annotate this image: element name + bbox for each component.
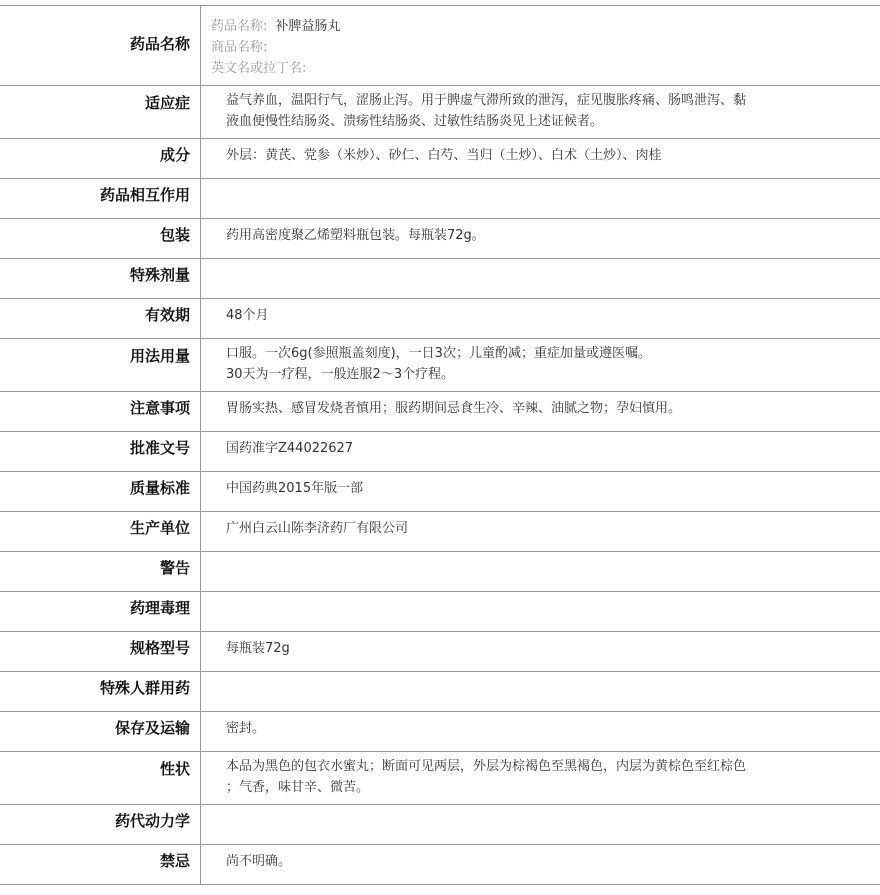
row-label: 特殊剂量 [0,259,201,299]
spec-row [0,592,880,632]
row-value [201,712,880,752]
spec-row [0,805,880,845]
row-value [201,339,880,392]
value-line: 每瓶装72g [226,638,880,659]
spec-row [0,299,880,339]
spec-row [0,392,880,432]
row-label: 药品名称 [0,6,201,86]
row-label: 适应症 [0,86,201,139]
english-name-label: 英文名或拉丁名: [211,61,306,76]
spec-row [0,86,880,139]
value-line: 益气养血，温阳行气，涩肠止泻。用于脾虚气滞所致的泄泻，症见腹胀疼痛、肠鸣泄泻、黏 [226,90,880,111]
value-line: 口服。一次6g(参照瓶盖刻度)，一日3次；儿童酌减；重症加量或遵医嘱。 [226,343,880,364]
value-line: 30天为一疗程，一般连服2～3个疗程。 [226,364,880,385]
generic-name-label: 药品名称: [211,19,267,34]
row-label: 药理毒理 [0,592,201,632]
row-label: 批准文号 [0,432,201,472]
spec-row [0,219,880,259]
spec-row [0,472,880,512]
row-label: 性状 [0,752,201,805]
spec-row [0,552,880,592]
spec-table-body [0,6,880,885]
spec-row [0,752,880,805]
row-value [201,845,880,885]
row-value [201,552,880,592]
row-label: 保存及运输 [0,712,201,752]
row-label: 成分 [0,139,201,179]
value-line: 尚不明确。 [226,851,880,872]
spec-row [0,179,880,219]
row-label: 规格型号 [0,632,201,672]
row-label: 警告 [0,552,201,592]
row-label: 药品相互作用 [0,179,201,219]
row-value [201,632,880,672]
row-value [201,752,880,805]
generic-name-value: 补脾益肠丸 [275,19,340,34]
trade-name-label: 商品名称: [211,40,267,55]
row-label: 药代动力学 [0,805,201,845]
spec-row [0,512,880,552]
row-value [201,259,880,299]
row-value [201,219,880,259]
row-label: 有效期 [0,299,201,339]
row-label: 特殊人群用药 [0,672,201,712]
row-value [201,432,880,472]
value-line: 胃肠实热、感冒发烧者慎用；服药期间忌食生冷、辛辣、油腻之物；孕妇慎用。 [226,398,880,419]
spec-row [0,432,880,472]
row-label: 生产单位 [0,512,201,552]
row-label: 质量标准 [0,472,201,512]
generic-name-line [211,16,880,37]
row-value [201,392,880,432]
trade-name-line [211,37,880,58]
row-label: 包装 [0,219,201,259]
value-line: 中国药典2015年版一部 [226,478,880,499]
row-value [201,299,880,339]
row-label: 用法用量 [0,339,201,392]
row-value [201,6,880,86]
spec-row [0,712,880,752]
value-line: 本品为黑色的包衣水蜜丸；断面可见两层，外层为棕褐色至黑褐色，内层为黄棕色至红棕色 [226,756,880,777]
english-name-line [211,58,880,79]
row-value [201,179,880,219]
row-label: 注意事项 [0,392,201,432]
row-value [201,139,880,179]
value-line: ；气香，味甘辛、微苦。 [226,777,880,798]
row-value [201,472,880,512]
value-line: 药用高密度聚乙烯塑料瓶包装。每瓶装72g。 [226,225,880,246]
value-line: 外层：黄芪、党参（米炒）、砂仁、白芍、当归（土炒）、白术（土炒）、肉桂 [226,145,880,166]
row-value [201,512,880,552]
row-value [201,672,880,712]
spec-row [0,259,880,299]
value-line: 密封。 [226,718,880,739]
value-line: 广州白云山陈李济药厂有限公司 [226,518,880,539]
spec-row [0,139,880,179]
row-label: 禁忌 [0,845,201,885]
value-line: 液血便慢性结肠炎、溃疡性结肠炎、过敏性结肠炎见上述证候者。 [226,111,880,132]
spec-row [0,672,880,712]
drug-spec-table [0,5,880,885]
row-value [201,592,880,632]
row-value [201,86,880,139]
row-drug-names [0,6,880,86]
value-line: 48个月 [226,305,880,326]
spec-row [0,339,880,392]
spec-row [0,632,880,672]
value-line: 国药准字Z44022627 [226,438,880,459]
row-value [201,805,880,845]
spec-row [0,845,880,885]
